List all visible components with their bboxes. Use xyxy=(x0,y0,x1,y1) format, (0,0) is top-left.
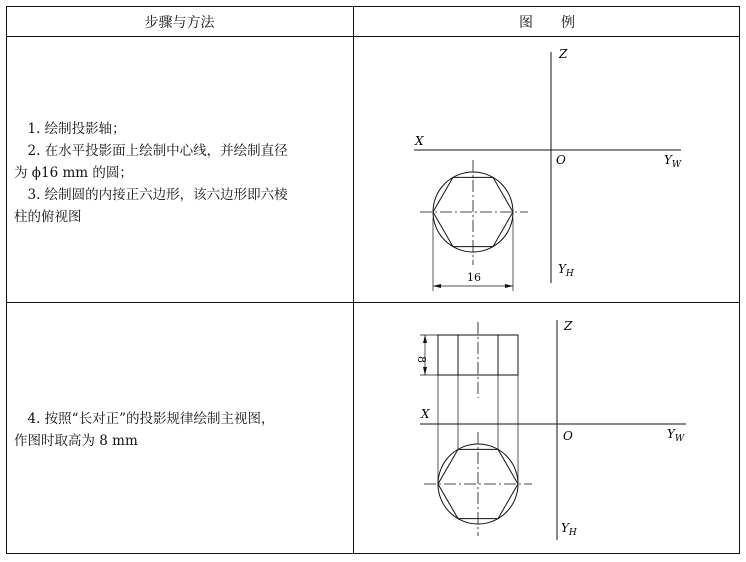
row1-line2: 2. 在水平投影面上绘制中心线，并绘制直径 xyxy=(14,143,288,159)
row1-label-yw-main: Y xyxy=(664,153,672,167)
row2-label-o: O xyxy=(563,429,573,443)
row1-label-o: O xyxy=(556,153,566,167)
row1-label-yh-sub: H xyxy=(565,269,574,279)
header-steps: 步骤与方法 xyxy=(144,15,215,31)
row1-line1: 1. 绘制投影轴； xyxy=(14,121,126,137)
header-figure: 图 例 xyxy=(519,15,575,31)
row2-line1: 4. 按照“长对正”的投影规律绘制主视图， xyxy=(14,411,275,427)
row2-label-yh-main: Y xyxy=(561,521,569,535)
row2-arrow-top xyxy=(423,335,427,343)
row2-label-yw-main: Y xyxy=(667,427,675,441)
row1-dim-text: 16 xyxy=(467,271,481,284)
row2-label-x: X xyxy=(421,407,430,421)
row1-label-x: X xyxy=(415,134,424,148)
row1-label-yh-main: Y xyxy=(558,262,566,276)
row2-dim-text: 8 xyxy=(415,356,428,363)
row1-line3: 为 ϕ16 mm 的圆； xyxy=(14,165,133,181)
row1-line4: 3. 绘制圆的内接正六边形，该六边形即六棱 xyxy=(14,187,288,203)
row2-label-yw-sub: W xyxy=(674,434,685,444)
row2-label-yh xyxy=(561,521,577,538)
row1-label-z: Z xyxy=(559,47,568,61)
row2-arrow-bottom xyxy=(423,367,427,375)
row1-label-yw-sub: W xyxy=(671,160,682,170)
row2-label-yh-sub: H xyxy=(568,528,577,538)
row1-line5: 柱的俯视图 xyxy=(14,209,82,225)
row2-line2: 作图时取高为 8 mm xyxy=(14,433,138,449)
row2-label-yw xyxy=(667,427,685,444)
row2-label-z: Z xyxy=(564,319,573,333)
